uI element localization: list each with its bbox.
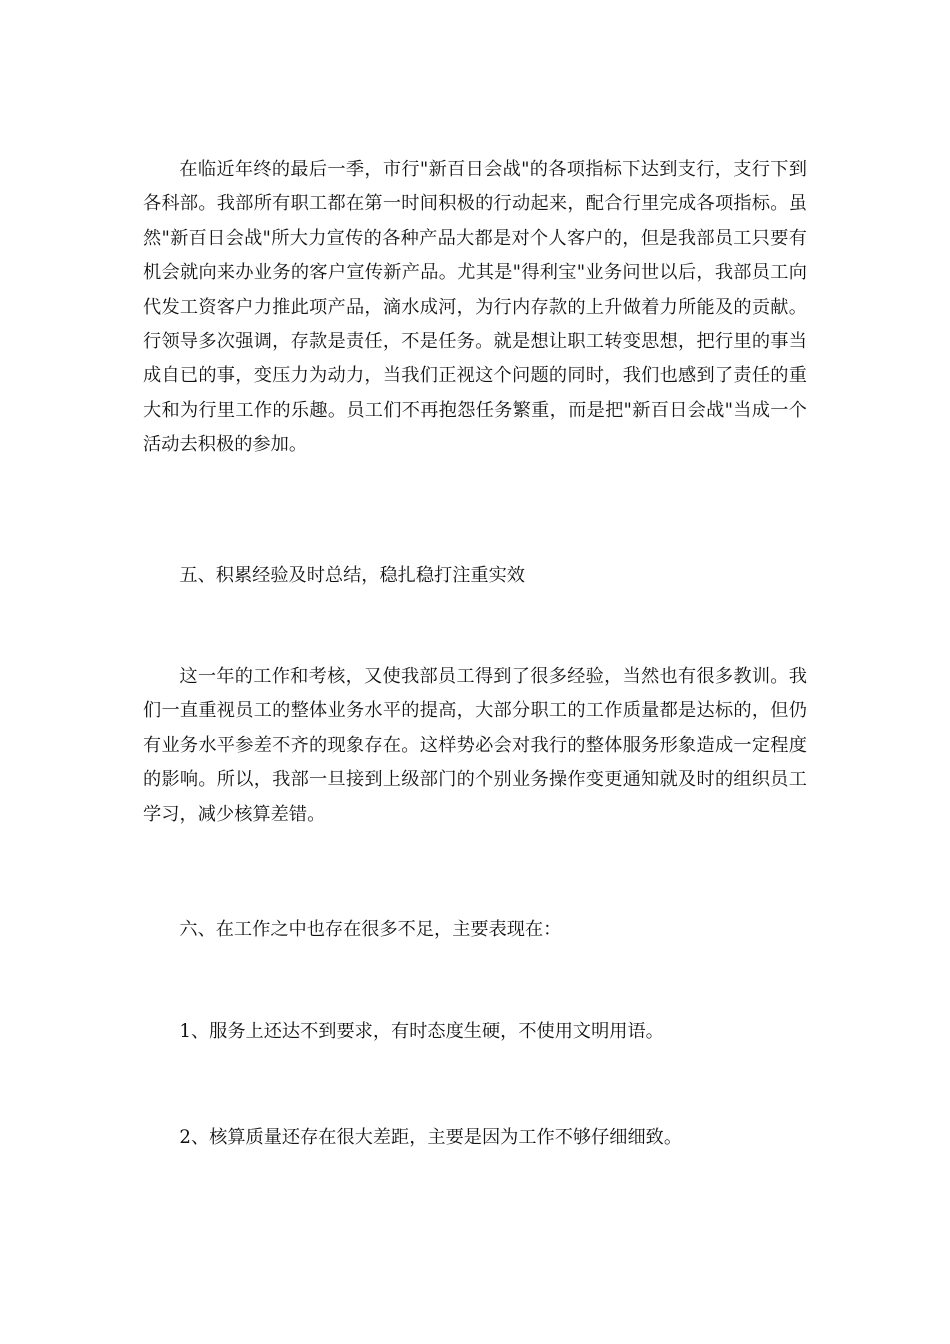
paragraph-experience-summary: 这一年的工作和考核，又使我部员工得到了很多经验，当然也有很多教训。我们一直重视员工的整体业务水平的提高，大部分职工的工作质量都是达标的，但仍有业务水平参差不齐的现象存在。这样势必会对我行的整体服务形象造成一定程度的影响。所以，我部一旦接到上级部门的个别业务操作变更通知就及时的组织员工学习，减少核算差错。	[143, 666, 807, 825]
paragraph-year-end-campaign: 在临近年终的最后一季，市行"新百日会战"的各项指标下达到支行，支行下到各科部。我部所有职工都在第一时间积极的行动起来，配合行里完成各项指标。虽然"新百日会战"所大力宣传的各种产品大都是对个人客户的，但是我部员工只要有机会就向来办业务的客户宣传新产品。尤其是"得利宝"业务问世以后，我部员工向代发工资客户力推此项产品，滴水成河，为行内存款的上升做着力所能及的贡献。行领导多次强调，存款是责任，不是任务。就是想让职工转变思想，把行里的事当成自已的事，变压力为动力，当我们正视这个问题的同时，我们也感到了责任的重大和为行里工作的乐趣。员工们不再抱怨任务繁重，而是把"新百日会战"当成一个活动去积极的参加。	[143, 159, 807, 456]
section-heading-6: 六、在工作之中也存在很多不足，主要表现在：	[179, 919, 562, 940]
list-item-2: 2、核算质量还存在很大差距，主要是因为工作不够仔细细致。	[179, 1127, 683, 1148]
list-item-1: 1、服务上还达不到要求，有时态度生硬，不使用文明用语。	[179, 1021, 664, 1042]
section-heading-5: 五、积累经验及时总结，稳扎稳打注重实效	[179, 565, 525, 586]
